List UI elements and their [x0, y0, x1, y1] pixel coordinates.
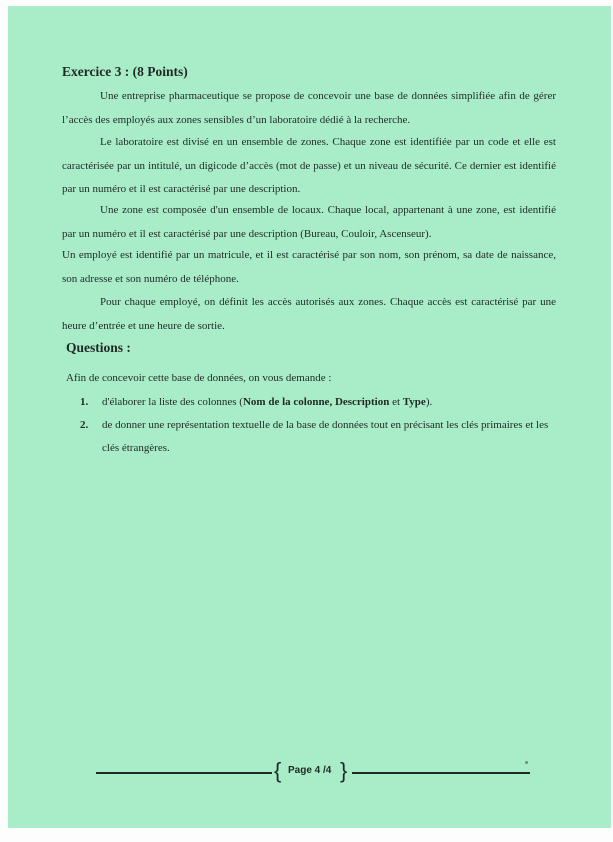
item-text-part: ).: [425, 396, 433, 408]
item-text-part: d'élaborer la liste des colonnes (: [102, 396, 243, 408]
speck-mark: [525, 761, 528, 764]
item-text-part: et: [389, 396, 403, 408]
questions-list: [80, 391, 560, 460]
brace-left-icon: {: [274, 758, 282, 783]
item-text-bold: Nom de la colonne, Description: [242, 396, 390, 408]
footer-rule-right: [352, 772, 530, 774]
item-text: de donner une représentation textuelle de la base de données tout en précisant les clés primaires et les clés étrangères.: [102, 419, 549, 454]
questions-heading: Questions :: [66, 340, 131, 355]
item-number: 2.: [80, 419, 89, 431]
exercise-title: Exercice 3 : (8 Points): [62, 64, 188, 79]
list-item: [80, 391, 560, 414]
item-text-bold: Type: [402, 396, 426, 408]
questions-intro: Afin de concevoir cette base de données, on vous demande :: [66, 372, 332, 384]
page-number: Page 4 /4: [288, 765, 332, 776]
item-number: 1.: [80, 396, 89, 408]
paragraph-intro: Une entreprise pharmaceutique se propose de concevoir une base de données simplifiée afin de gérer l’accès des employés aux zones sensibles d’un laboratoire dédié à la recherche.: [62, 90, 556, 126]
paragraph-zones: Le laboratoire est divisé en un ensemble de zones. Chaque zone est identifiée par un code et elle est caractérisée par un intitulé, un digicode d’accès (mot de passe) et un niveau de sécurité. Ce dernier est identifié par un numéro et il est caractérisé par une description.: [62, 136, 556, 195]
paragraph-employe: Un employé est identifié par un matricule, et il est caractérisé par son nom, son prénom, sa date de naissance, son adresse et son numéro de téléphone.: [62, 249, 556, 285]
exam-page: [8, 6, 611, 828]
brace-right-icon: }: [340, 758, 348, 783]
paragraph-locaux: Une zone est composée d'un ensemble de locaux. Chaque local, appartenant à une zone, est identifié par un numéro et il est caractérisé par une description (Bureau, Couloir, Ascenseur).: [62, 204, 556, 240]
item-text: [102, 391, 560, 414]
footer-rule-left: [96, 772, 272, 774]
paragraph-acces: Pour chaque employé, on définit les accès autorisés aux zones. Chaque accès est caractérisé par une heure d’entrée et une heure de sortie.: [62, 296, 556, 332]
list-item: [80, 414, 560, 460]
